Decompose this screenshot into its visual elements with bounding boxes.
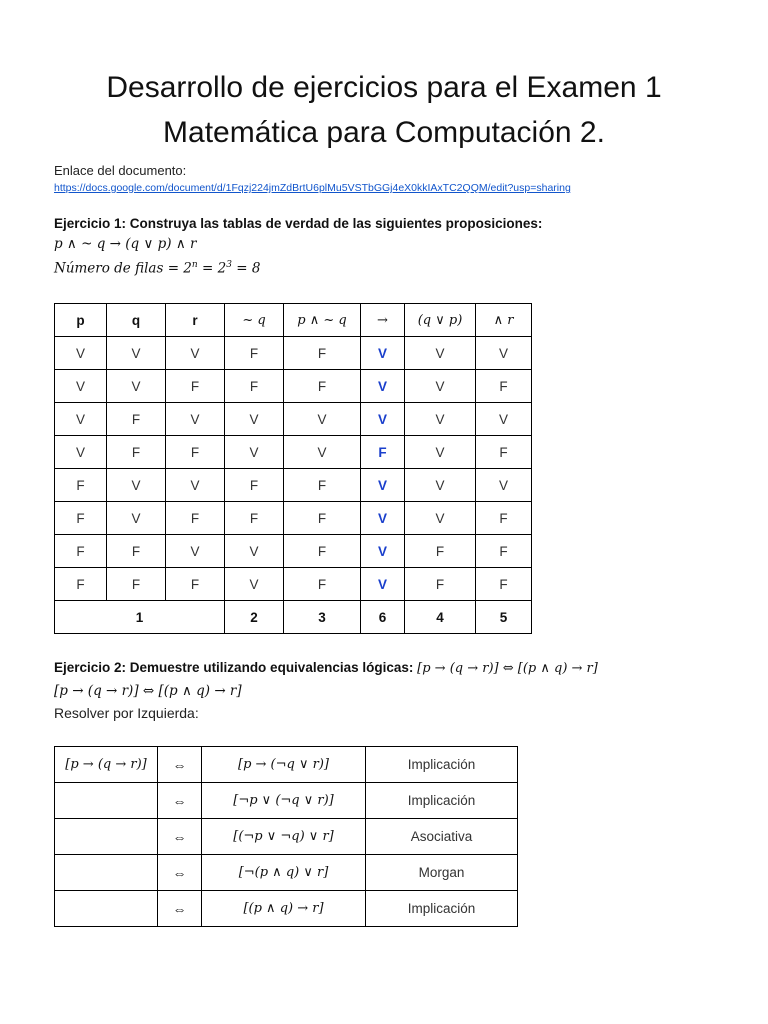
cell: V bbox=[107, 469, 166, 502]
cell: V bbox=[476, 469, 532, 502]
cell: V bbox=[55, 337, 107, 370]
expression-cell: [¬p ∨ (¬q ∨ r)] bbox=[202, 783, 366, 819]
exercise-2-heading-text: Ejercicio 2: Demuestre utilizando equivalencias lógicas: bbox=[54, 660, 414, 675]
document-title-line-2: Matemática para Computación 2. bbox=[163, 116, 605, 149]
cell: V bbox=[405, 436, 476, 469]
header-and-r: ∧ r bbox=[476, 304, 532, 337]
equivalence-symbol: ⇔ bbox=[158, 783, 202, 819]
result-cell: V bbox=[361, 370, 405, 403]
cell: F bbox=[55, 469, 107, 502]
table-row bbox=[55, 891, 518, 927]
cell: F bbox=[225, 502, 284, 535]
cell: F bbox=[166, 502, 225, 535]
cell: F bbox=[166, 568, 225, 601]
link-label: Enlace del documento: bbox=[54, 163, 187, 178]
table-row bbox=[55, 370, 532, 403]
cell: F bbox=[166, 370, 225, 403]
cell: F bbox=[166, 436, 225, 469]
cell: F bbox=[55, 535, 107, 568]
step-number: 4 bbox=[405, 601, 476, 634]
law-cell: Implicación bbox=[366, 891, 518, 927]
table-row bbox=[55, 535, 532, 568]
cell: V bbox=[107, 502, 166, 535]
table-row bbox=[55, 568, 532, 601]
table-row bbox=[55, 783, 518, 819]
step-number: 2 bbox=[225, 601, 284, 634]
header-q: q bbox=[107, 304, 166, 337]
lhs-cell bbox=[55, 891, 158, 927]
cell: F bbox=[55, 568, 107, 601]
cell: F bbox=[284, 337, 361, 370]
table-row bbox=[55, 819, 518, 855]
cell: V bbox=[55, 403, 107, 436]
header-not-q: ~ q bbox=[225, 304, 284, 337]
cell: F bbox=[225, 469, 284, 502]
law-cell: Morgan bbox=[366, 855, 518, 891]
cell: V bbox=[284, 436, 361, 469]
law-cell: Asociativa bbox=[366, 819, 518, 855]
header-implies: → bbox=[361, 304, 405, 337]
lhs-cell: [p → (q → r)] bbox=[55, 747, 158, 783]
cell: V bbox=[225, 403, 284, 436]
exercise-1-proposition: p ∧ ~ q → (q ∨ p) ∧ r bbox=[54, 236, 197, 252]
result-cell: V bbox=[361, 568, 405, 601]
equivalence-symbol: ⇔ bbox=[158, 747, 202, 783]
cell: F bbox=[284, 370, 361, 403]
table-row bbox=[55, 436, 532, 469]
result-cell: V bbox=[361, 502, 405, 535]
expression-cell: [p → (¬q ∨ r)] bbox=[202, 747, 366, 783]
header-p-and-not-q: p ∧ ~ q bbox=[284, 304, 361, 337]
expression-cell: [¬(p ∧ q) ∨ r] bbox=[202, 855, 366, 891]
cell: V bbox=[405, 337, 476, 370]
cell: V bbox=[225, 535, 284, 568]
step-number: 6 bbox=[361, 601, 405, 634]
equivalence-symbol: ⇔ bbox=[158, 855, 202, 891]
lhs-cell bbox=[55, 855, 158, 891]
cell: F bbox=[476, 436, 532, 469]
rows-exp-b: 3 bbox=[226, 260, 232, 270]
rows-label: Número de filas bbox=[54, 260, 164, 277]
document-link[interactable]: https://docs.google.com/document/d/1Fqzj224jmZdBrtU6plMu5VSTbGGj4eX0kkIAxTC2QQM/edit?usp=sharing bbox=[54, 182, 571, 194]
result-cell: V bbox=[361, 469, 405, 502]
cell: F bbox=[284, 535, 361, 568]
cell: V bbox=[166, 403, 225, 436]
exercise-2-statement: [p → (q → r)] ⇔ [(p ∧ q) → r] bbox=[54, 683, 242, 699]
cell: V bbox=[476, 337, 532, 370]
exercise-2-heading bbox=[54, 660, 598, 676]
truth-table bbox=[54, 303, 532, 634]
step-number: 1 bbox=[55, 601, 225, 634]
table-row bbox=[55, 502, 532, 535]
cell: F bbox=[405, 535, 476, 568]
cell: V bbox=[225, 436, 284, 469]
result-cell: F bbox=[361, 436, 405, 469]
rows-formula-a: = 2 bbox=[167, 260, 192, 277]
header-q-or-p: (q ∨ p) bbox=[405, 304, 476, 337]
cell: F bbox=[225, 337, 284, 370]
cell: V bbox=[476, 403, 532, 436]
cell: F bbox=[107, 535, 166, 568]
cell: F bbox=[225, 370, 284, 403]
rows-exp-a: n bbox=[191, 260, 198, 270]
step-number: 5 bbox=[476, 601, 532, 634]
cell: F bbox=[476, 568, 532, 601]
truth-table-footer-row bbox=[55, 601, 532, 634]
cell: V bbox=[405, 469, 476, 502]
cell: V bbox=[55, 436, 107, 469]
cell: F bbox=[284, 568, 361, 601]
equivalence-table bbox=[54, 746, 518, 927]
law-cell: Implicación bbox=[366, 783, 518, 819]
document-title-line-1: Desarrollo de ejercicios para el Examen 1 bbox=[106, 71, 662, 104]
cell: V bbox=[166, 535, 225, 568]
row-count-formula bbox=[54, 260, 260, 277]
cell: V bbox=[107, 337, 166, 370]
table-row bbox=[55, 403, 532, 436]
table-row bbox=[55, 747, 518, 783]
equivalence-symbol: ⇔ bbox=[158, 819, 202, 855]
cell: V bbox=[107, 370, 166, 403]
cell: V bbox=[166, 337, 225, 370]
cell: V bbox=[284, 403, 361, 436]
cell: F bbox=[107, 403, 166, 436]
exercise-2-heading-math: [p → (q → r)] ⇔ [(p ∧ q) → r] bbox=[417, 661, 598, 676]
cell: F bbox=[476, 370, 532, 403]
cell: F bbox=[107, 436, 166, 469]
cell: V bbox=[405, 370, 476, 403]
exercise-1-heading: Ejercicio 1: Construya las tablas de verdad de las siguientes proposiciones: bbox=[54, 216, 543, 231]
table-row bbox=[55, 855, 518, 891]
rows-formula-b: = 2 bbox=[202, 260, 227, 277]
rows-formula-c: = 8 bbox=[236, 260, 261, 277]
method-label: Resolver por Izquierda: bbox=[54, 705, 199, 721]
law-cell: Implicación bbox=[366, 747, 518, 783]
cell: V bbox=[225, 568, 284, 601]
equivalence-symbol: ⇔ bbox=[158, 891, 202, 927]
lhs-cell bbox=[55, 783, 158, 819]
expression-cell: [(p ∧ q) → r] bbox=[202, 891, 366, 927]
header-r: r bbox=[166, 304, 225, 337]
cell: F bbox=[405, 568, 476, 601]
result-cell: V bbox=[361, 337, 405, 370]
lhs-cell bbox=[55, 819, 158, 855]
cell: F bbox=[476, 535, 532, 568]
cell: F bbox=[284, 502, 361, 535]
cell: V bbox=[405, 502, 476, 535]
cell: F bbox=[284, 469, 361, 502]
cell: F bbox=[55, 502, 107, 535]
header-p: p bbox=[55, 304, 107, 337]
table-row bbox=[55, 469, 532, 502]
cell: F bbox=[476, 502, 532, 535]
cell: F bbox=[107, 568, 166, 601]
truth-table-header-row bbox=[55, 304, 532, 337]
cell: V bbox=[166, 469, 225, 502]
cell: V bbox=[55, 370, 107, 403]
result-cell: V bbox=[361, 535, 405, 568]
table-row bbox=[55, 337, 532, 370]
expression-cell: [(¬p ∨ ¬q) ∨ r] bbox=[202, 819, 366, 855]
result-cell: V bbox=[361, 403, 405, 436]
cell: V bbox=[405, 403, 476, 436]
step-number: 3 bbox=[284, 601, 361, 634]
